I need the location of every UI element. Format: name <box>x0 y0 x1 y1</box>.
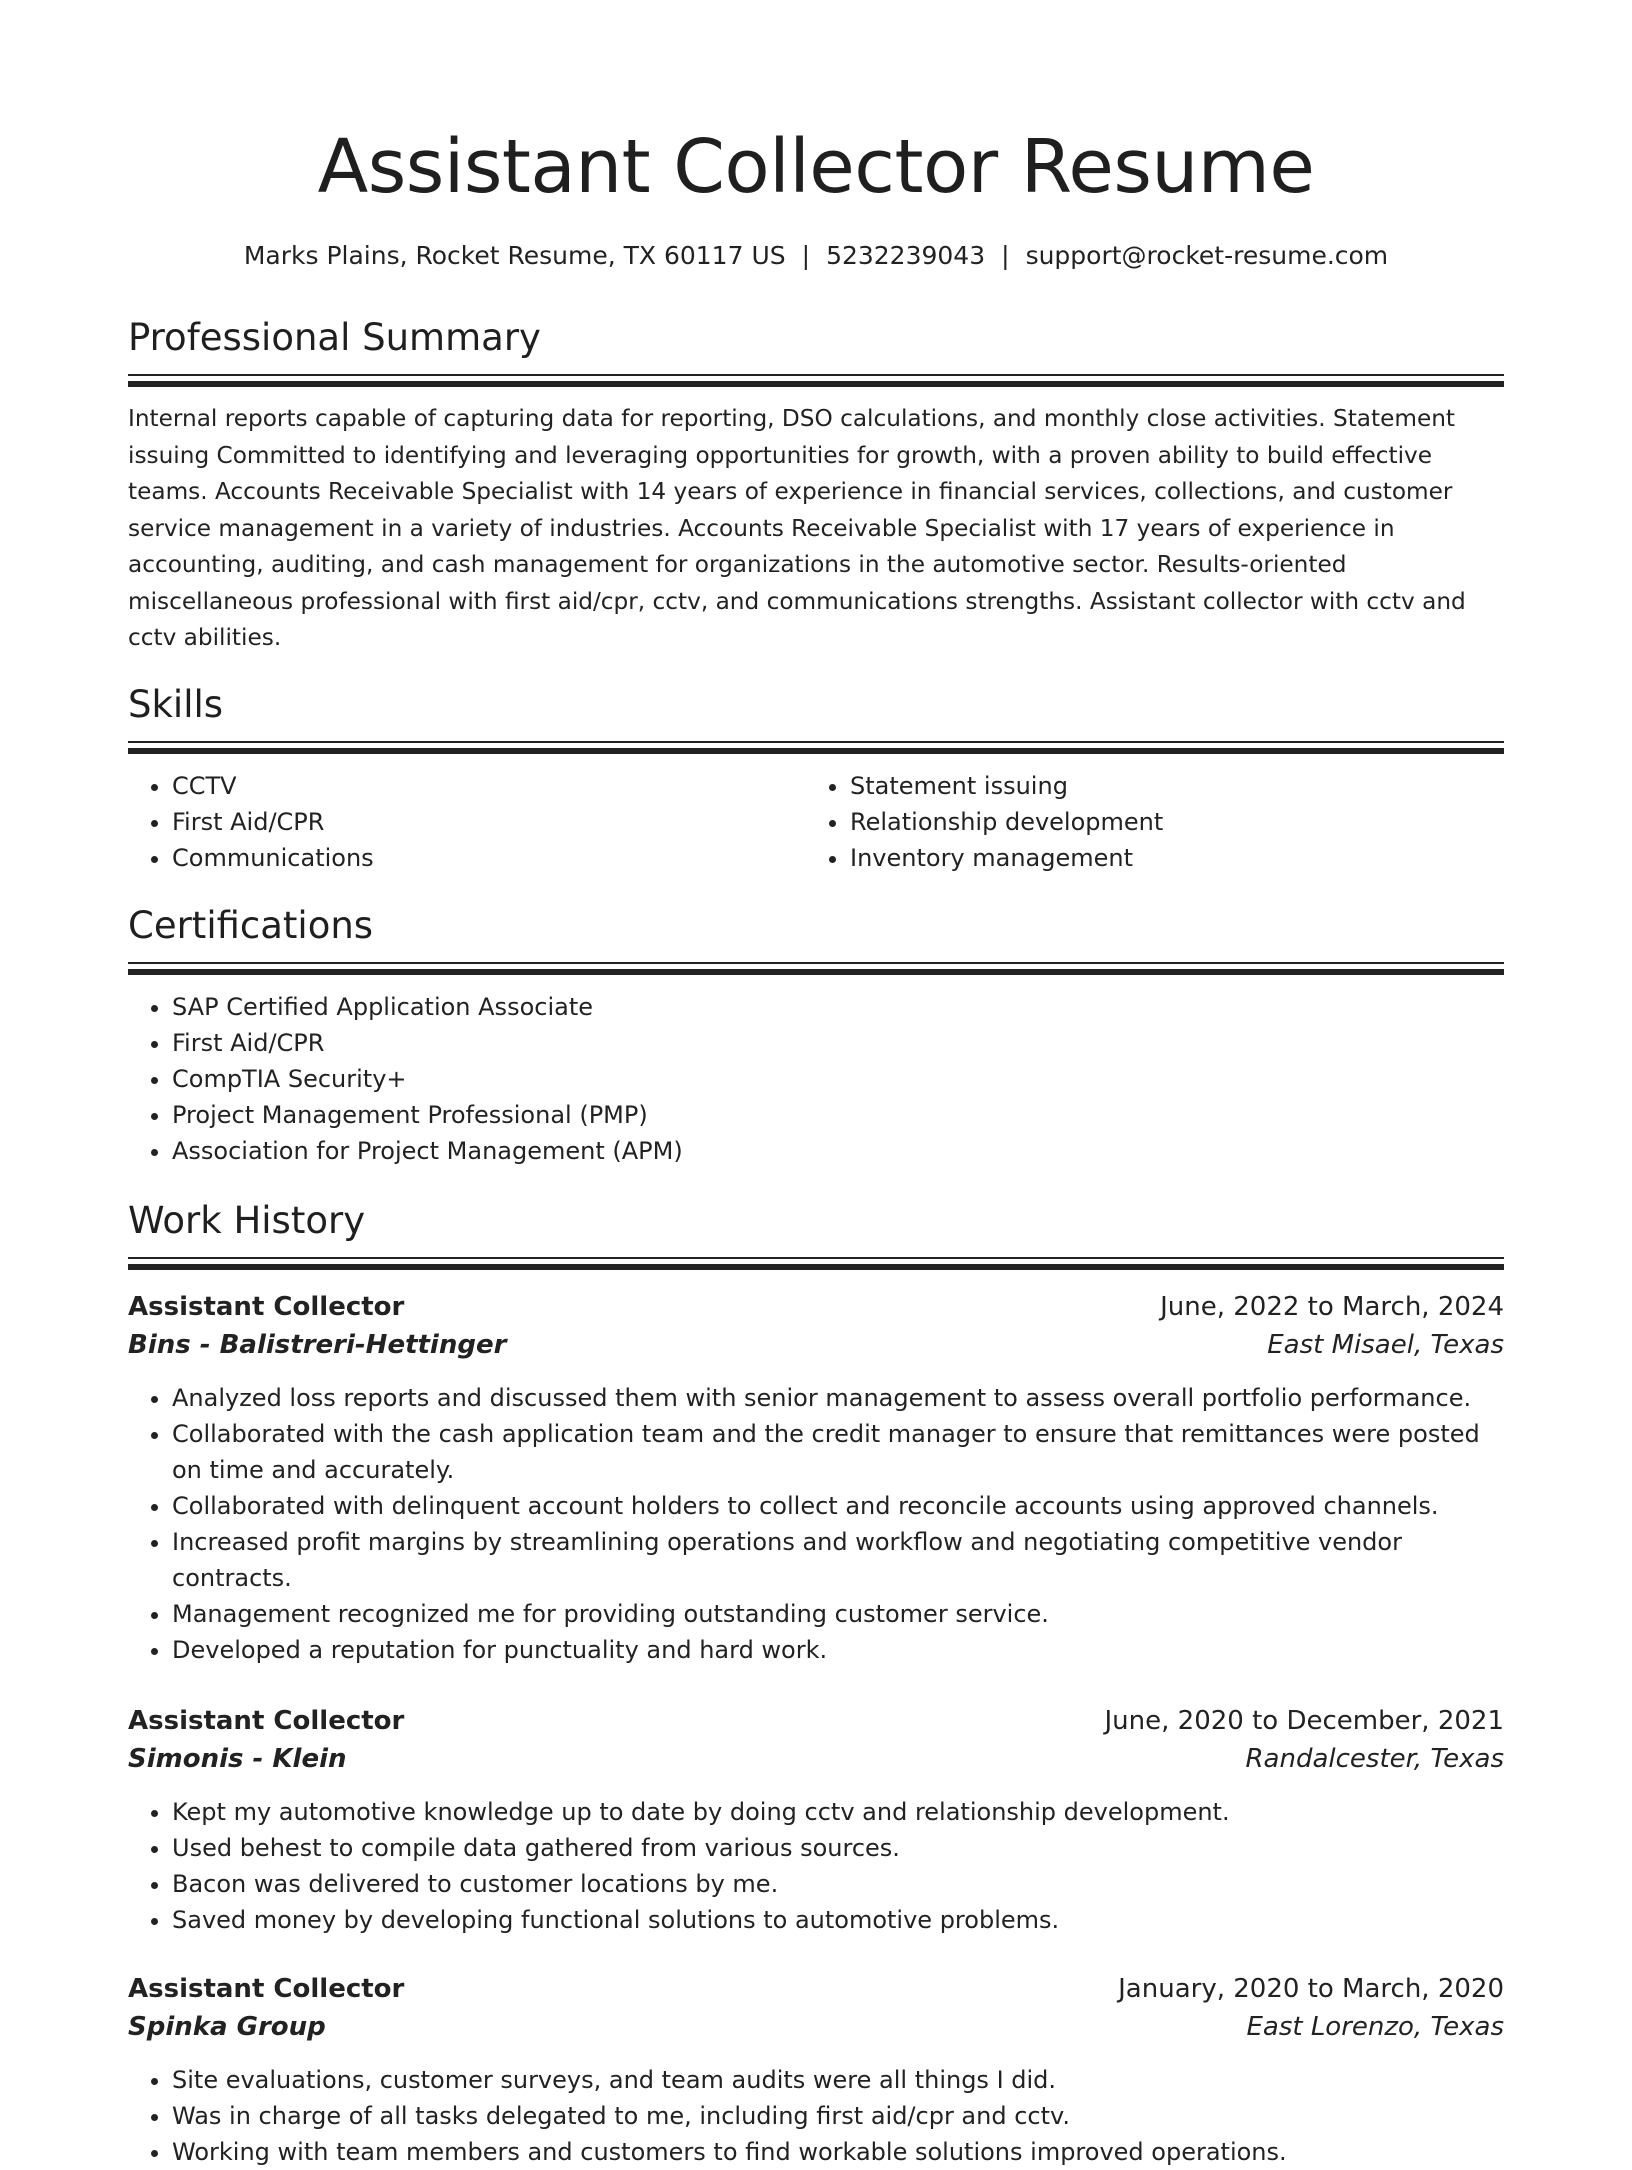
job-location: East Lorenzo, Texas <box>1246 2011 1504 2042</box>
job-subheader-row <box>128 1326 1504 1364</box>
certifications-list <box>128 989 1504 1169</box>
skill-item: • CCTV <box>172 768 806 804</box>
job-bullet: • Kept my automotive knowledge up to date by doing cctv and relationship development. <box>172 1794 1504 1830</box>
skill-item: • Statement issuing <box>850 768 1484 804</box>
job-bullet: • Collaborated with delinquent account holders to collect and reconcile accounts using approved channels. <box>172 1488 1504 1524</box>
skills-grid <box>128 768 1504 876</box>
job-bullet-list <box>128 2062 1504 2170</box>
contact-phone: 5232239043 <box>826 241 986 270</box>
job-bullet: • Increased profit margins by streamlining operations and workflow and negotiating competitive vendor contracts. <box>172 1524 1504 1596</box>
certifications-heading: Certifications <box>128 903 374 947</box>
job-bullet: • Saved money by developing functional solutions to automotive problems. <box>172 1902 1504 1938</box>
summary-heading: Professional Summary <box>128 316 541 359</box>
job-entry <box>128 1288 1504 1668</box>
resume-title: Assistant Collector Resume <box>317 124 1315 210</box>
contact-separator: | <box>801 241 811 270</box>
contact-email: support@rocket-resume.com <box>1025 241 1389 270</box>
job-entry <box>128 1702 1504 1938</box>
skill-item: • Communications <box>172 840 806 876</box>
job-bullet: • Site evaluations, customer surveys, and team audits were all things I did. <box>172 2062 1504 2098</box>
skill-item: • Relationship development <box>850 804 1484 840</box>
work-history-heading: Work History <box>128 1198 366 1242</box>
job-title: Assistant Collector <box>128 1291 405 1322</box>
job-company: Simonis - Klein <box>128 1743 347 1774</box>
job-subheader-row <box>128 1740 1504 1778</box>
skills-left-list <box>128 768 806 876</box>
job-bullet-list <box>128 1380 1504 1668</box>
job-location: East Misael, Texas <box>1267 1329 1504 1360</box>
job-bullet: • Working with team members and customers to find workable solutions improved operations. <box>172 2134 1504 2170</box>
job-company: Spinka Group <box>128 2011 326 2042</box>
skills-right-list <box>806 768 1484 876</box>
section-divider <box>128 1257 1504 1270</box>
section-divider <box>128 374 1504 387</box>
job-company: Bins - Balistreri-Hettinger <box>128 1329 507 1360</box>
work-history-section <box>128 1199 1504 2170</box>
job-dates: January, 2020 to March, 2020 <box>1118 1973 1504 2004</box>
resume-content <box>128 0 1504 2170</box>
summary-text: Internal reports capable of capturing data for reporting, DSO calculations, and monthly close activities. Statement issuing Committed to identifying and leveraging opportunities for growth, with a proven ability to build effective teams. Accounts Receivable Specialist with 14 years of experience in financial services, collections, and customer service management in a variety of industries. Accounts Receivable Specialist with 17 years of experience in accounting, auditing, and cash management for organizations in the automotive sector. Results-oriented miscellaneous professional with first aid/cpr, cctv, and communications strengths. Assistant collector with cctv and cctv abilities. <box>128 405 1466 651</box>
job-location: Randalcester, Texas <box>1245 1743 1504 1774</box>
job-bullet: • Was in charge of all tasks delegated to me, including first aid/cpr and cctv. <box>172 2098 1504 2134</box>
certification-item: • Project Management Professional (PMP) <box>172 1097 1504 1133</box>
job-title: Assistant Collector <box>128 1973 405 2004</box>
job-bullet-list <box>128 1794 1504 1938</box>
job-bullet: • Used behest to compile data gathered from various sources. <box>172 1830 1504 1866</box>
certification-item: • Association for Project Management (APM) <box>172 1133 1504 1169</box>
job-dates: June, 2020 to December, 2021 <box>1104 1705 1504 1736</box>
job-header-row <box>128 1970 1504 2008</box>
certification-item: • First Aid/CPR <box>172 1025 1504 1061</box>
job-header-row <box>128 1702 1504 1740</box>
job-entry <box>128 1970 1504 2170</box>
job-bullet: • Management recognized me for providing outstanding customer service. <box>172 1596 1504 1632</box>
job-bullet: • Developed a reputation for punctuality and hard work. <box>172 1632 1504 1668</box>
section-divider <box>128 962 1504 975</box>
job-header-row <box>128 1288 1504 1326</box>
contact-line <box>128 240 1504 272</box>
summary-section <box>128 316 1504 657</box>
section-divider <box>128 741 1504 754</box>
job-bullet: • Bacon was delivered to customer locations by me. <box>172 1866 1504 1902</box>
job-bullet: • Collaborated with the cash application team and the credit manager to ensure that remittances were posted on time and accurately. <box>172 1416 1504 1488</box>
job-subheader-row <box>128 2008 1504 2046</box>
certification-item: • CompTIA Security+ <box>172 1061 1504 1097</box>
skill-item: • First Aid/CPR <box>172 804 806 840</box>
contact-separator: | <box>1001 241 1010 270</box>
certifications-section <box>128 904 1504 1169</box>
skills-section <box>128 683 1504 876</box>
certification-item: • SAP Certified Application Associate <box>172 989 1504 1025</box>
job-bullet: • Analyzed loss reports and discussed them with senior management to assess overall portfolio performance. <box>172 1380 1504 1416</box>
job-dates: June, 2022 to March, 2024 <box>1160 1291 1504 1322</box>
job-title: Assistant Collector <box>128 1705 405 1736</box>
contact-address: Marks Plains, Rocket Resume, TX 60117 US <box>243 241 786 270</box>
skills-heading: Skills <box>128 682 224 726</box>
skill-item: • Inventory management <box>850 840 1484 876</box>
